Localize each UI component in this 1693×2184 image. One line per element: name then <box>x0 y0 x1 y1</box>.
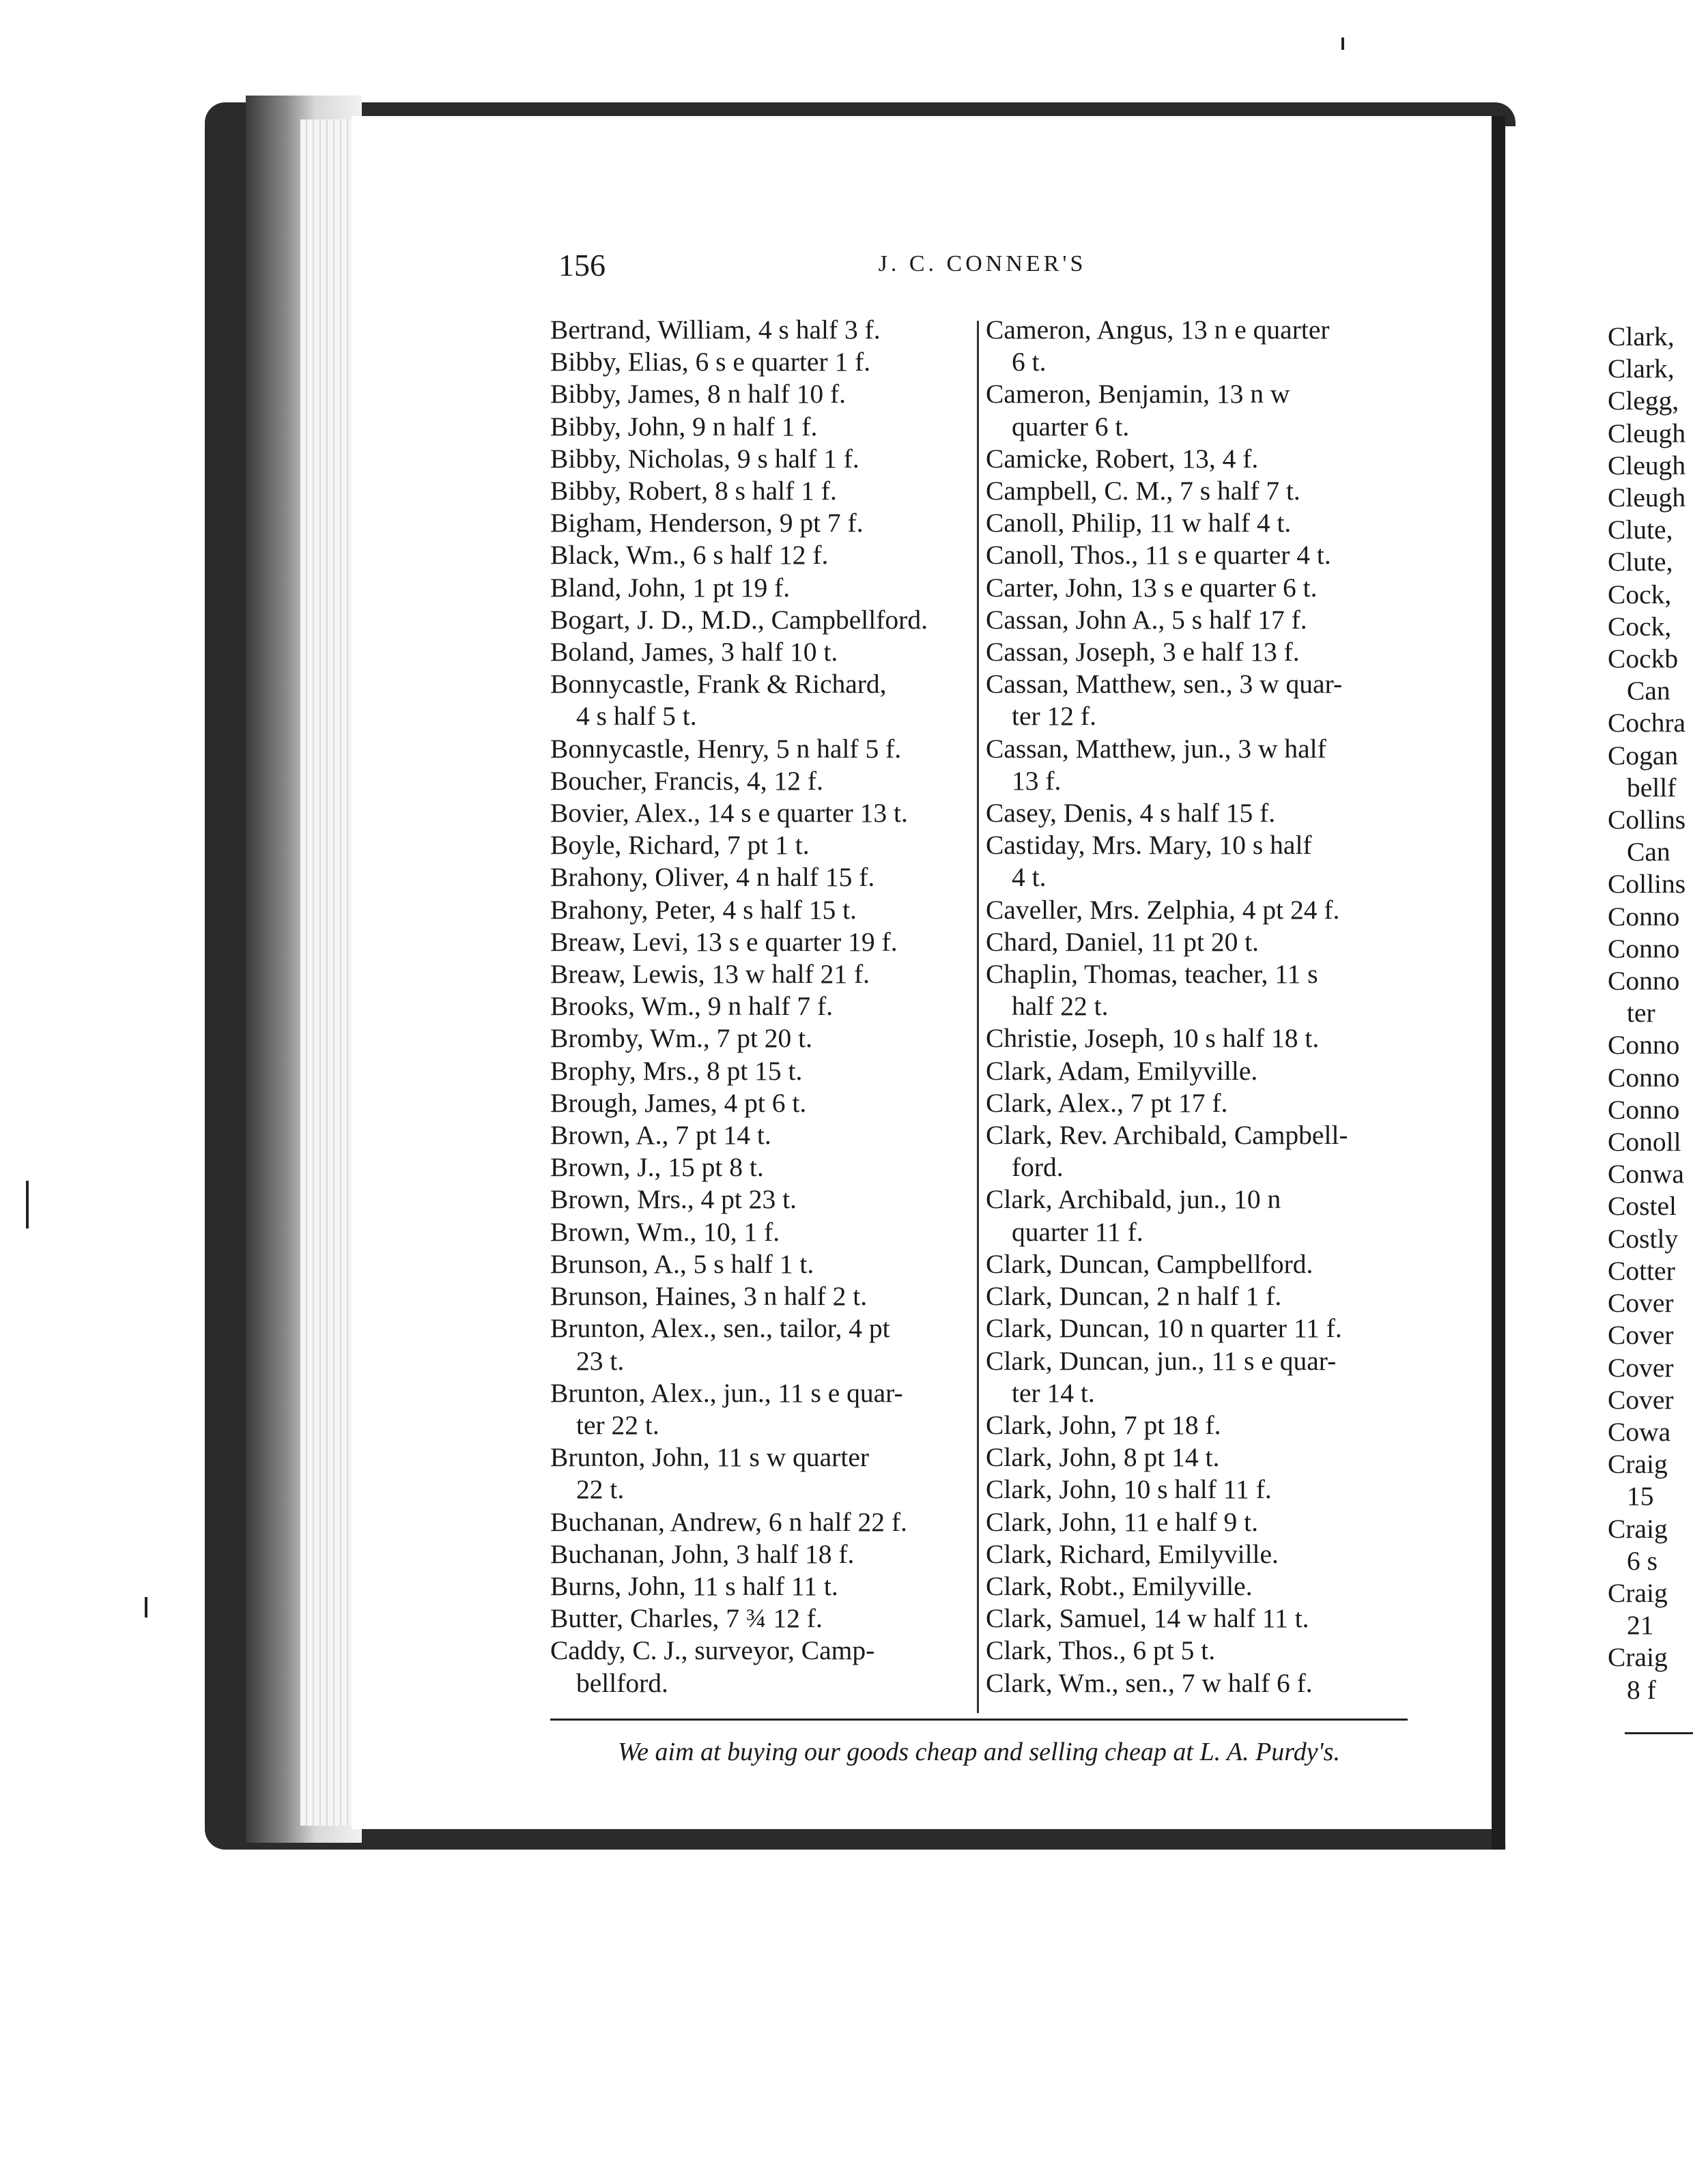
truncated-entry <box>1608 804 1693 868</box>
entry-line: Craig <box>1608 1642 1668 1673</box>
truncated-entry <box>1608 1513 1693 1577</box>
truncated-entry <box>1608 1416 1693 1448</box>
entry-line: Clark, John, 7 pt 18 f. <box>986 1409 1221 1440</box>
directory-entry <box>550 1280 970 1312</box>
directory-entry <box>986 1087 1408 1119</box>
entry-continuation: bellf <box>1627 772 1677 803</box>
entry-line: Cockb <box>1608 644 1679 674</box>
directory-entry <box>550 1022 970 1054</box>
directory-entry <box>986 1570 1408 1603</box>
directory-entry <box>986 797 1408 829</box>
entry-line: Cover <box>1608 1288 1674 1319</box>
truncated-entry <box>1608 1126 1693 1158</box>
entry-line: Clark, Archibald, jun., 10 n <box>986 1184 1281 1215</box>
entry-continuation: 22 t. <box>576 1474 625 1505</box>
directory-entry <box>550 572 970 604</box>
entry-line: Cameron, Benjamin, 13 n w <box>986 379 1290 410</box>
entry-line: Conoll <box>1608 1127 1681 1158</box>
entry-continuation: 21 <box>1627 1610 1654 1641</box>
directory-entry <box>550 378 970 410</box>
directory-entry <box>550 1055 970 1087</box>
directory-entry <box>986 572 1408 604</box>
entry-line: Conno <box>1608 933 1680 964</box>
column-divider <box>977 321 979 1713</box>
entry-line: Clark, John, 8 pt 14 t. <box>986 1442 1220 1473</box>
entry-continuation: ter <box>1627 998 1655 1029</box>
entry-line: Cogan <box>1608 740 1679 771</box>
directory-entry <box>986 1441 1408 1474</box>
entry-line: Clark, <box>1608 354 1675 384</box>
truncated-entry <box>1608 546 1693 578</box>
entry-continuation: 15 <box>1627 1481 1654 1512</box>
truncated-entry <box>1608 901 1693 933</box>
entry-line: Collins <box>1608 869 1686 900</box>
truncated-entry <box>1608 1577 1693 1641</box>
directory-entry <box>550 926 970 958</box>
directory-entry <box>550 1119 970 1151</box>
entry-line: Canoll, Thos., 11 s e quarter 4 t. <box>986 540 1331 571</box>
entry-line: Brough, James, 4 pt 6 t. <box>550 1087 807 1118</box>
entry-line: Caveller, Mrs. Zelphia, 4 pt 24 f. <box>986 894 1340 925</box>
entry-line: Collins <box>1608 805 1686 835</box>
entry-line: Conno <box>1608 1062 1680 1093</box>
entry-line: Bovier, Alex., 14 s e quarter 13 t. <box>550 798 908 829</box>
entry-line: Conno <box>1608 1094 1680 1125</box>
entry-line: Bertrand, William, 4 s half 3 f. <box>550 315 881 345</box>
directory-entry <box>550 411 970 443</box>
entry-line: Bonnycastle, Henry, 5 n half 5 f. <box>550 733 902 764</box>
directory-entry <box>550 346 970 378</box>
entry-line: Conno <box>1608 1030 1680 1061</box>
book-gutter <box>1492 116 1505 1850</box>
entry-continuation: 23 t. <box>576 1345 625 1376</box>
directory-entry <box>550 1441 970 1506</box>
entry-line: Burns, John, 11 s half 11 t. <box>550 1570 838 1601</box>
margin-mark <box>145 1597 147 1618</box>
right-column <box>986 314 1408 1699</box>
entry-line: Cleugh <box>1608 483 1686 513</box>
directory-entry <box>550 314 970 346</box>
entry-line: Cassan, Matthew, jun., 3 w half <box>986 733 1326 764</box>
entry-line: Bogart, J. D., M.D., Campbellford. <box>550 604 928 635</box>
directory-entry <box>986 1280 1408 1312</box>
truncated-entry <box>1608 1641 1693 1706</box>
entry-line: Clark, <box>1608 321 1675 351</box>
next-page-column <box>1608 321 1693 1706</box>
directory-entry <box>986 1345 1408 1409</box>
entry-continuation: 4 s half 5 t. <box>576 701 697 732</box>
truncated-entry <box>1608 1287 1693 1319</box>
directory-entry <box>986 958 1408 1022</box>
entry-line: Boland, James, 3 half 10 t. <box>550 637 838 667</box>
truncated-entry <box>1608 1094 1693 1126</box>
directory-entry <box>986 668 1408 732</box>
entry-continuation: quarter 6 t. <box>1012 411 1130 442</box>
entry-line: Brown, Mrs., 4 pt 23 t. <box>550 1184 797 1215</box>
directory-entry <box>986 733 1408 797</box>
entry-continuation: Can <box>1627 837 1670 867</box>
entry-line: Brahony, Peter, 4 s half 15 t. <box>550 894 857 925</box>
directory-entry <box>550 668 970 732</box>
entry-line: Clark, Wm., sen., 7 w half 6 f. <box>986 1667 1313 1698</box>
truncated-entry <box>1608 1223 1693 1255</box>
truncated-entry <box>1608 707 1693 739</box>
truncated-entry <box>1608 579 1693 611</box>
truncated-entry <box>1608 868 1693 900</box>
entry-line: Clark, John, 11 e half 9 t. <box>986 1506 1258 1537</box>
entry-line: Cleugh <box>1608 418 1686 448</box>
entry-line: Brown, A., 7 pt 14 t. <box>550 1120 771 1151</box>
truncated-entry <box>1608 1352 1693 1384</box>
directory-entry <box>550 1377 970 1441</box>
entry-line: Chaplin, Thomas, teacher, 11 s <box>986 959 1318 990</box>
directory-entry <box>986 507 1408 539</box>
truncated-entry <box>1608 933 1693 965</box>
truncated-entry <box>1608 514 1693 546</box>
directory-entry <box>986 378 1408 442</box>
directory-entry <box>986 1538 1408 1570</box>
entry-line: Cameron, Angus, 13 n e quarter <box>986 315 1330 345</box>
entry-continuation: 6 s <box>1627 1545 1658 1576</box>
directory-entry <box>550 1603 970 1635</box>
entry-line: Clegg, <box>1608 386 1679 416</box>
directory-entry <box>550 990 970 1022</box>
entry-continuation: ter 14 t. <box>1012 1377 1095 1408</box>
directory-entry <box>550 1312 970 1377</box>
entry-line: Buchanan, Andrew, 6 n half 22 f. <box>550 1506 907 1537</box>
entry-line: Clark, John, 10 s half 11 f. <box>986 1474 1272 1505</box>
entry-line: Cock, <box>1608 579 1672 609</box>
entry-line: Cleugh <box>1608 450 1686 480</box>
entry-line: Cassan, Matthew, sen., 3 w quar- <box>986 669 1343 700</box>
entry-line: Clark, Robt., Emilyville. <box>986 1570 1253 1601</box>
entry-line: Cock, <box>1608 611 1672 642</box>
entry-line: Clute, <box>1608 547 1673 577</box>
entry-line: Costel <box>1608 1191 1677 1222</box>
entry-line: Brahony, Oliver, 4 n half 15 f. <box>550 862 875 893</box>
directory-entry <box>550 1216 970 1248</box>
truncated-entry <box>1608 418 1693 450</box>
entry-line: Christie, Joseph, 10 s half 18 t. <box>986 1023 1320 1054</box>
entry-continuation: 4 t. <box>1012 862 1047 893</box>
directory-entry <box>550 507 970 539</box>
directory-entry <box>986 1119 1408 1183</box>
entry-continuation: quarter 11 f. <box>1012 1216 1143 1247</box>
entry-line: Clark, Alex., 7 pt 17 f. <box>986 1087 1228 1118</box>
entry-line: Conwa <box>1608 1159 1684 1190</box>
directory-entry <box>550 797 970 829</box>
entry-line: Brunton, Alex., sen., tailor, 4 pt <box>550 1313 890 1344</box>
truncated-entry <box>1608 611 1693 643</box>
entry-line: Brown, J., 15 pt 8 t. <box>550 1152 764 1183</box>
entry-line: Bibby, Robert, 8 s half 1 f. <box>550 476 837 506</box>
entry-line: Bibby, Elias, 6 s e quarter 1 f. <box>550 347 871 377</box>
entry-line: Clark, Adam, Emilyville. <box>986 1055 1258 1086</box>
entry-line: Conno <box>1608 966 1680 996</box>
entry-line: Boyle, Richard, 7 pt 1 t. <box>550 830 810 861</box>
entry-line: Bibby, John, 9 n half 1 f. <box>550 411 818 442</box>
entry-line: Brunton, Alex., jun., 11 s e quar- <box>550 1377 903 1408</box>
entry-line: Cover <box>1608 1320 1674 1351</box>
directory-entry <box>986 926 1408 958</box>
directory-entry <box>550 765 970 797</box>
truncated-entry <box>1608 482 1693 514</box>
entry-line: Bonnycastle, Frank & Richard, <box>550 669 887 700</box>
entry-line: Cover <box>1608 1352 1674 1383</box>
directory-entry <box>550 1151 970 1183</box>
directory-entry <box>986 1183 1408 1248</box>
entry-line: Buchanan, John, 3 half 18 f. <box>550 1538 855 1569</box>
directory-entry <box>550 1183 970 1216</box>
directory-entry <box>986 604 1408 636</box>
truncated-entry <box>1608 450 1693 482</box>
directory-entry <box>550 636 970 668</box>
entry-line: Butter, Charles, 7 ¾ 12 f. <box>550 1603 823 1634</box>
entry-line: Brunson, Haines, 3 n half 2 t. <box>550 1281 868 1312</box>
entry-line: Cowa <box>1608 1416 1671 1447</box>
entry-line: Clark, Thos., 6 pt 5 t. <box>986 1635 1216 1666</box>
directory-entry <box>550 443 970 475</box>
directory-entry <box>986 1474 1408 1506</box>
directory-entry <box>986 314 1408 378</box>
running-head <box>558 247 1406 285</box>
truncated-entry <box>1608 1190 1693 1222</box>
directory-entry <box>550 958 970 990</box>
directory-entry <box>986 539 1408 571</box>
entry-line: Caddy, C. J., surveyor, Camp- <box>550 1635 875 1666</box>
truncated-entry <box>1608 1158 1693 1190</box>
entry-line: Clute, <box>1608 515 1673 545</box>
truncated-entry <box>1608 1062 1693 1094</box>
entry-continuation: ter 12 f. <box>1012 701 1096 732</box>
entry-line: Cotter <box>1608 1255 1675 1286</box>
entry-line: Costly <box>1608 1223 1679 1254</box>
entry-line: Craig <box>1608 1577 1668 1608</box>
directory-entry <box>550 894 970 926</box>
entry-line: Campbell, C. M., 7 s half 7 t. <box>986 476 1300 506</box>
entry-line: Camicke, Robert, 13, 4 f. <box>986 443 1259 474</box>
entry-line: Cassan, Joseph, 3 e half 13 f. <box>986 637 1300 667</box>
truncated-entry <box>1608 321 1693 353</box>
entry-line: Brunton, John, 11 s w quarter <box>550 1442 869 1473</box>
entry-line: Black, Wm., 6 s half 12 f. <box>550 540 829 571</box>
directory-entry <box>986 1409 1408 1441</box>
directory-entry <box>986 636 1408 668</box>
entry-line: Castiday, Mrs. Mary, 10 s half <box>986 830 1312 861</box>
entry-line: Bromby, Wm., 7 pt 20 t. <box>550 1023 813 1054</box>
entry-line: Bibby, Nicholas, 9 s half 1 f. <box>550 443 859 474</box>
directory-entry <box>986 1667 1408 1699</box>
entry-line: Bibby, James, 8 n half 10 f. <box>550 379 846 410</box>
footer-rule <box>550 1719 1408 1721</box>
truncated-entry <box>1608 1319 1693 1351</box>
entry-line: Craig <box>1608 1449 1668 1480</box>
page-header-title: J. C. CONNER'S <box>878 251 1087 276</box>
entry-continuation: 6 t. <box>1012 347 1047 377</box>
truncated-entry <box>1608 353 1693 385</box>
entry-line: Bland, John, 1 pt 19 f. <box>550 572 791 603</box>
directory-entry <box>986 1506 1408 1538</box>
entry-line: Craig <box>1608 1513 1668 1544</box>
entry-line: Cochra <box>1608 708 1686 738</box>
entry-continuation: ford. <box>1012 1152 1064 1183</box>
entry-continuation: Can <box>1627 676 1670 706</box>
entry-line: Brooks, Wm., 9 n half 7 f. <box>550 991 833 1022</box>
directory-entry <box>986 1022 1408 1054</box>
entry-continuation: ter 22 t. <box>576 1409 659 1440</box>
entry-line: Cassan, John A., 5 s half 17 f. <box>986 604 1307 635</box>
entry-line: Chard, Daniel, 11 pt 20 t. <box>986 926 1260 957</box>
entry-line: Clark, Duncan, jun., 11 s e quar- <box>986 1345 1337 1376</box>
entry-line: Brophy, Mrs., 8 pt 15 t. <box>550 1055 803 1086</box>
directory-entry <box>986 475 1408 507</box>
directory-entry <box>550 1087 970 1119</box>
directory-entry <box>550 1570 970 1603</box>
entry-continuation: half 22 t. <box>1012 991 1109 1022</box>
directory-entry <box>986 894 1408 926</box>
entry-line: Brown, Wm., 10, 1 f. <box>550 1216 780 1247</box>
truncated-entry <box>1608 1029 1693 1061</box>
directory-entry <box>550 861 970 893</box>
page-number: 156 <box>558 248 606 283</box>
margin-mark <box>1341 38 1344 50</box>
directory-entry <box>550 604 970 636</box>
directory-entry <box>550 475 970 507</box>
truncated-entry <box>1608 740 1693 804</box>
truncated-entry <box>1608 385 1693 417</box>
entry-line: Boucher, Francis, 4, 12 f. <box>550 765 823 796</box>
entry-line: Clark, Richard, Emilyville. <box>986 1538 1279 1569</box>
directory-entry <box>986 1635 1408 1667</box>
entry-line: Brunson, A., 5 s half 1 t. <box>550 1248 814 1279</box>
truncated-entry <box>1608 1384 1693 1416</box>
directory-entry <box>550 733 970 765</box>
entry-line: Carter, John, 13 s e quarter 6 t. <box>986 572 1318 603</box>
directory-entry <box>550 1506 970 1538</box>
entry-line: Clark, Duncan, 10 n quarter 11 f. <box>986 1313 1342 1344</box>
directory-entry <box>550 539 970 571</box>
entry-line: Clark, Rev. Archibald, Campbell- <box>986 1120 1348 1151</box>
truncated-entry <box>1608 965 1693 1029</box>
entry-line: Breaw, Lewis, 13 w half 21 f. <box>550 959 870 990</box>
entry-line: Conno <box>1608 901 1680 932</box>
entry-line: Clark, Duncan, 2 n half 1 f. <box>986 1281 1282 1312</box>
directory-entry <box>550 1538 970 1570</box>
entry-continuation: 8 f <box>1627 1674 1656 1705</box>
directory-entry <box>986 1248 1408 1280</box>
directory-entry <box>986 1312 1408 1345</box>
directory-entry <box>550 1635 970 1699</box>
next-page-rule <box>1625 1732 1693 1734</box>
advertisement-footer: We aim at buying our goods cheap and selling cheap at L. A. Purdy's. <box>618 1738 1340 1766</box>
entry-line: Bigham, Henderson, 9 pt 7 f. <box>550 508 864 538</box>
truncated-entry <box>1608 1255 1693 1287</box>
directory-entry <box>986 829 1408 893</box>
directory-entry <box>986 1055 1408 1087</box>
entry-continuation: bellford. <box>576 1667 668 1698</box>
directory-entry <box>986 443 1408 475</box>
directory-entry <box>986 1603 1408 1635</box>
margin-mark <box>26 1181 29 1228</box>
truncated-entry <box>1608 643 1693 707</box>
truncated-entry <box>1608 1448 1693 1512</box>
entry-line: Clark, Duncan, Campbellford. <box>986 1248 1313 1279</box>
entry-line: Canoll, Philip, 11 w half 4 t. <box>986 508 1292 538</box>
directory-entry <box>550 829 970 861</box>
entry-continuation: 13 f. <box>1012 765 1062 796</box>
entry-line: Clark, Samuel, 14 w half 11 t. <box>986 1603 1309 1634</box>
directory-entry <box>550 1248 970 1280</box>
left-column <box>550 314 970 1699</box>
entry-line: Casey, Denis, 4 s half 15 f. <box>986 798 1276 829</box>
entry-line: Cover <box>1608 1384 1674 1415</box>
entry-line: Breaw, Levi, 13 s e quarter 19 f. <box>550 926 898 957</box>
